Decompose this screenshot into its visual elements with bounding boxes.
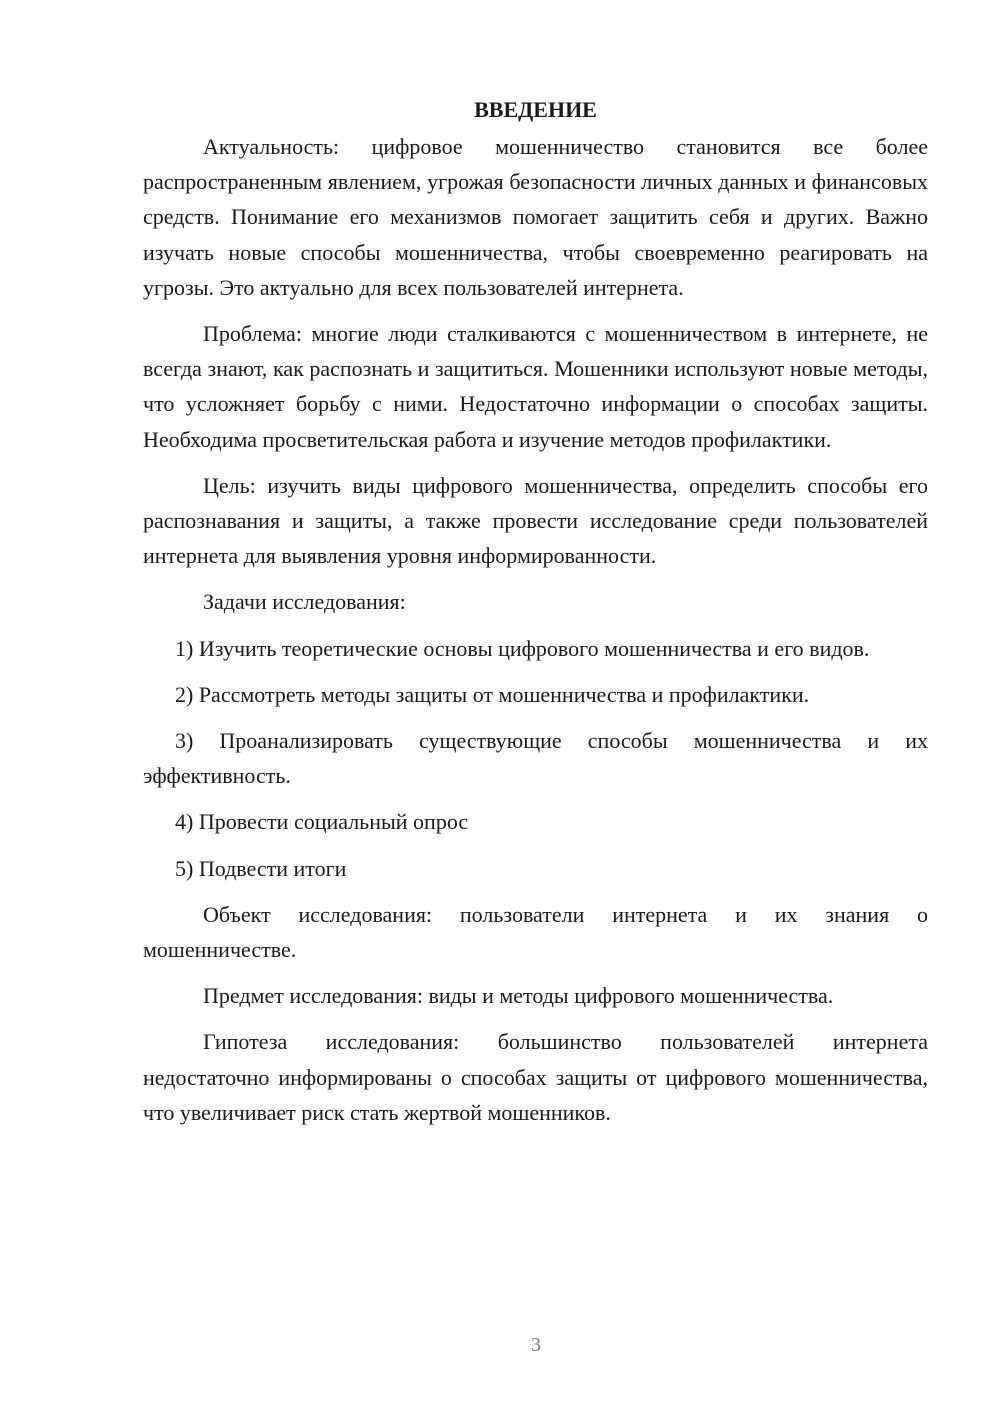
paragraph-object: Объект исследования: пользователи интернета и их знания о мошенничестве.: [143, 901, 928, 963]
task-item-2: 2) Рассмотреть методы защиты от мошенничества и профилактики.: [175, 681, 810, 707]
paragraph-goal: Цель: изучить виды цифрового мошенничества, определить способы его распознавания и защиты, а также провести исследование среди пользователей интернета для выявления уровня информированности.: [143, 472, 928, 569]
task-item-5: 5) Подвести итоги: [175, 855, 347, 881]
section-title: ВВЕДЕНИЕ: [474, 97, 597, 122]
tasks-heading: Задачи исследования:: [203, 589, 406, 615]
paragraph-hypothesis: Гипотеза исследования: большинство пользователей интернета недостаточно информированы о способах защиты от цифрового мошенничества, что увеличивает риск стать жертвой мошенников.: [143, 1029, 928, 1125]
paragraph-relevance: Актуальность: цифровое мошенничество становится все более распространенным явлением, угрожая безопасности личных данных и финансовых средств. Понимание его механизмов помогает защитить себя и других. Важно изучать новые способы мошенничества, чтобы своевременно реагировать на угрозы. Это актуально для всех пользователей интернета.: [143, 134, 928, 300]
task-item-1: 1) Изучить теоретические основы цифрового мошенничества и его видов.: [175, 635, 870, 661]
paragraph-subject: Предмет исследования: виды и методы цифрового мошенничества.: [203, 983, 834, 1009]
page-number: 3: [531, 1334, 541, 1356]
task-item-3: 3) Проанализировать существующие способы мошенничества и их эффективность.: [143, 728, 928, 789]
paragraph-problem: Проблема: многие люди сталкиваются с мошенничеством в интернете, не всегда знают, как распознать и защититься. Мошенники используют новые методы, что усложняет борьбу с ними. Недостаточно информации о способах защиты. Необходима просветительская работа и изучение методов профилактики.: [143, 321, 928, 452]
task-item-4: 4) Провести социальный опрос: [175, 809, 469, 835]
document-page: [143, 92, 928, 1141]
